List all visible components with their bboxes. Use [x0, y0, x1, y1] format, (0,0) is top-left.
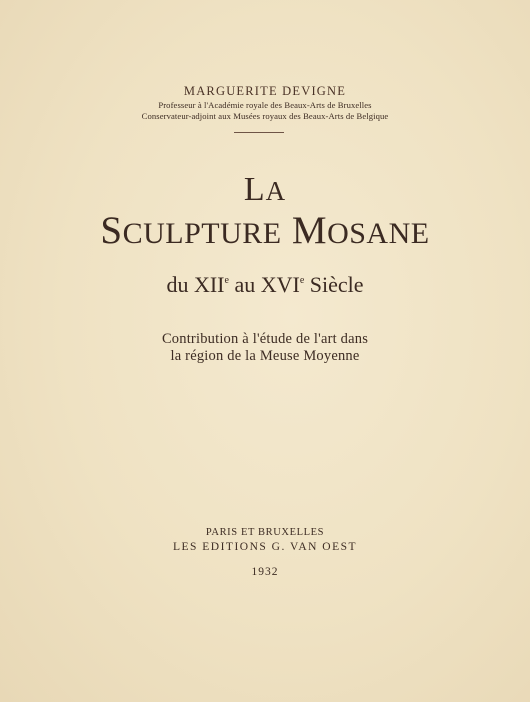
author-affiliation-1: Professeur à l'Académie royale des Beaux-Arts de Bruxelles	[158, 100, 372, 110]
title-la-rest: A	[265, 176, 287, 206]
subtitle-middle: au XVI	[228, 272, 300, 297]
title-line-2	[0, 208, 530, 253]
subtitle-suffix: Siècle	[304, 272, 364, 297]
subtitle-sup-1: e	[224, 275, 229, 286]
subtitle	[0, 272, 530, 298]
publisher-name: LES EDITIONS G. VAN OEST	[172, 541, 358, 553]
contribution-line-2: la région de la Meuse Moyenne	[170, 348, 360, 364]
contribution-line-1: Contribution à l'étude de l'art dans	[161, 331, 369, 347]
author-affiliation-2: Conservateur-adjoint aux Musées royaux des Beaux-Arts de Belgique	[141, 111, 389, 121]
title-word1-initial: S	[100, 209, 123, 252]
title-word2-rest: OSANE	[327, 217, 430, 250]
title-word2-initial: M	[291, 209, 328, 252]
title-la-initial: L	[243, 171, 266, 208]
separator-rule	[234, 132, 284, 133]
subtitle-prefix: du XII	[166, 272, 225, 297]
title-line-1	[0, 171, 530, 209]
publication-year: 1932	[251, 566, 279, 578]
author-name: MARGUERITE DEVIGNE	[183, 84, 347, 98]
publisher-place: PARIS ET BRUXELLES	[205, 527, 325, 538]
subtitle-sup-2: e	[299, 275, 305, 286]
title-word1-rest: CULPTURE	[122, 217, 282, 250]
